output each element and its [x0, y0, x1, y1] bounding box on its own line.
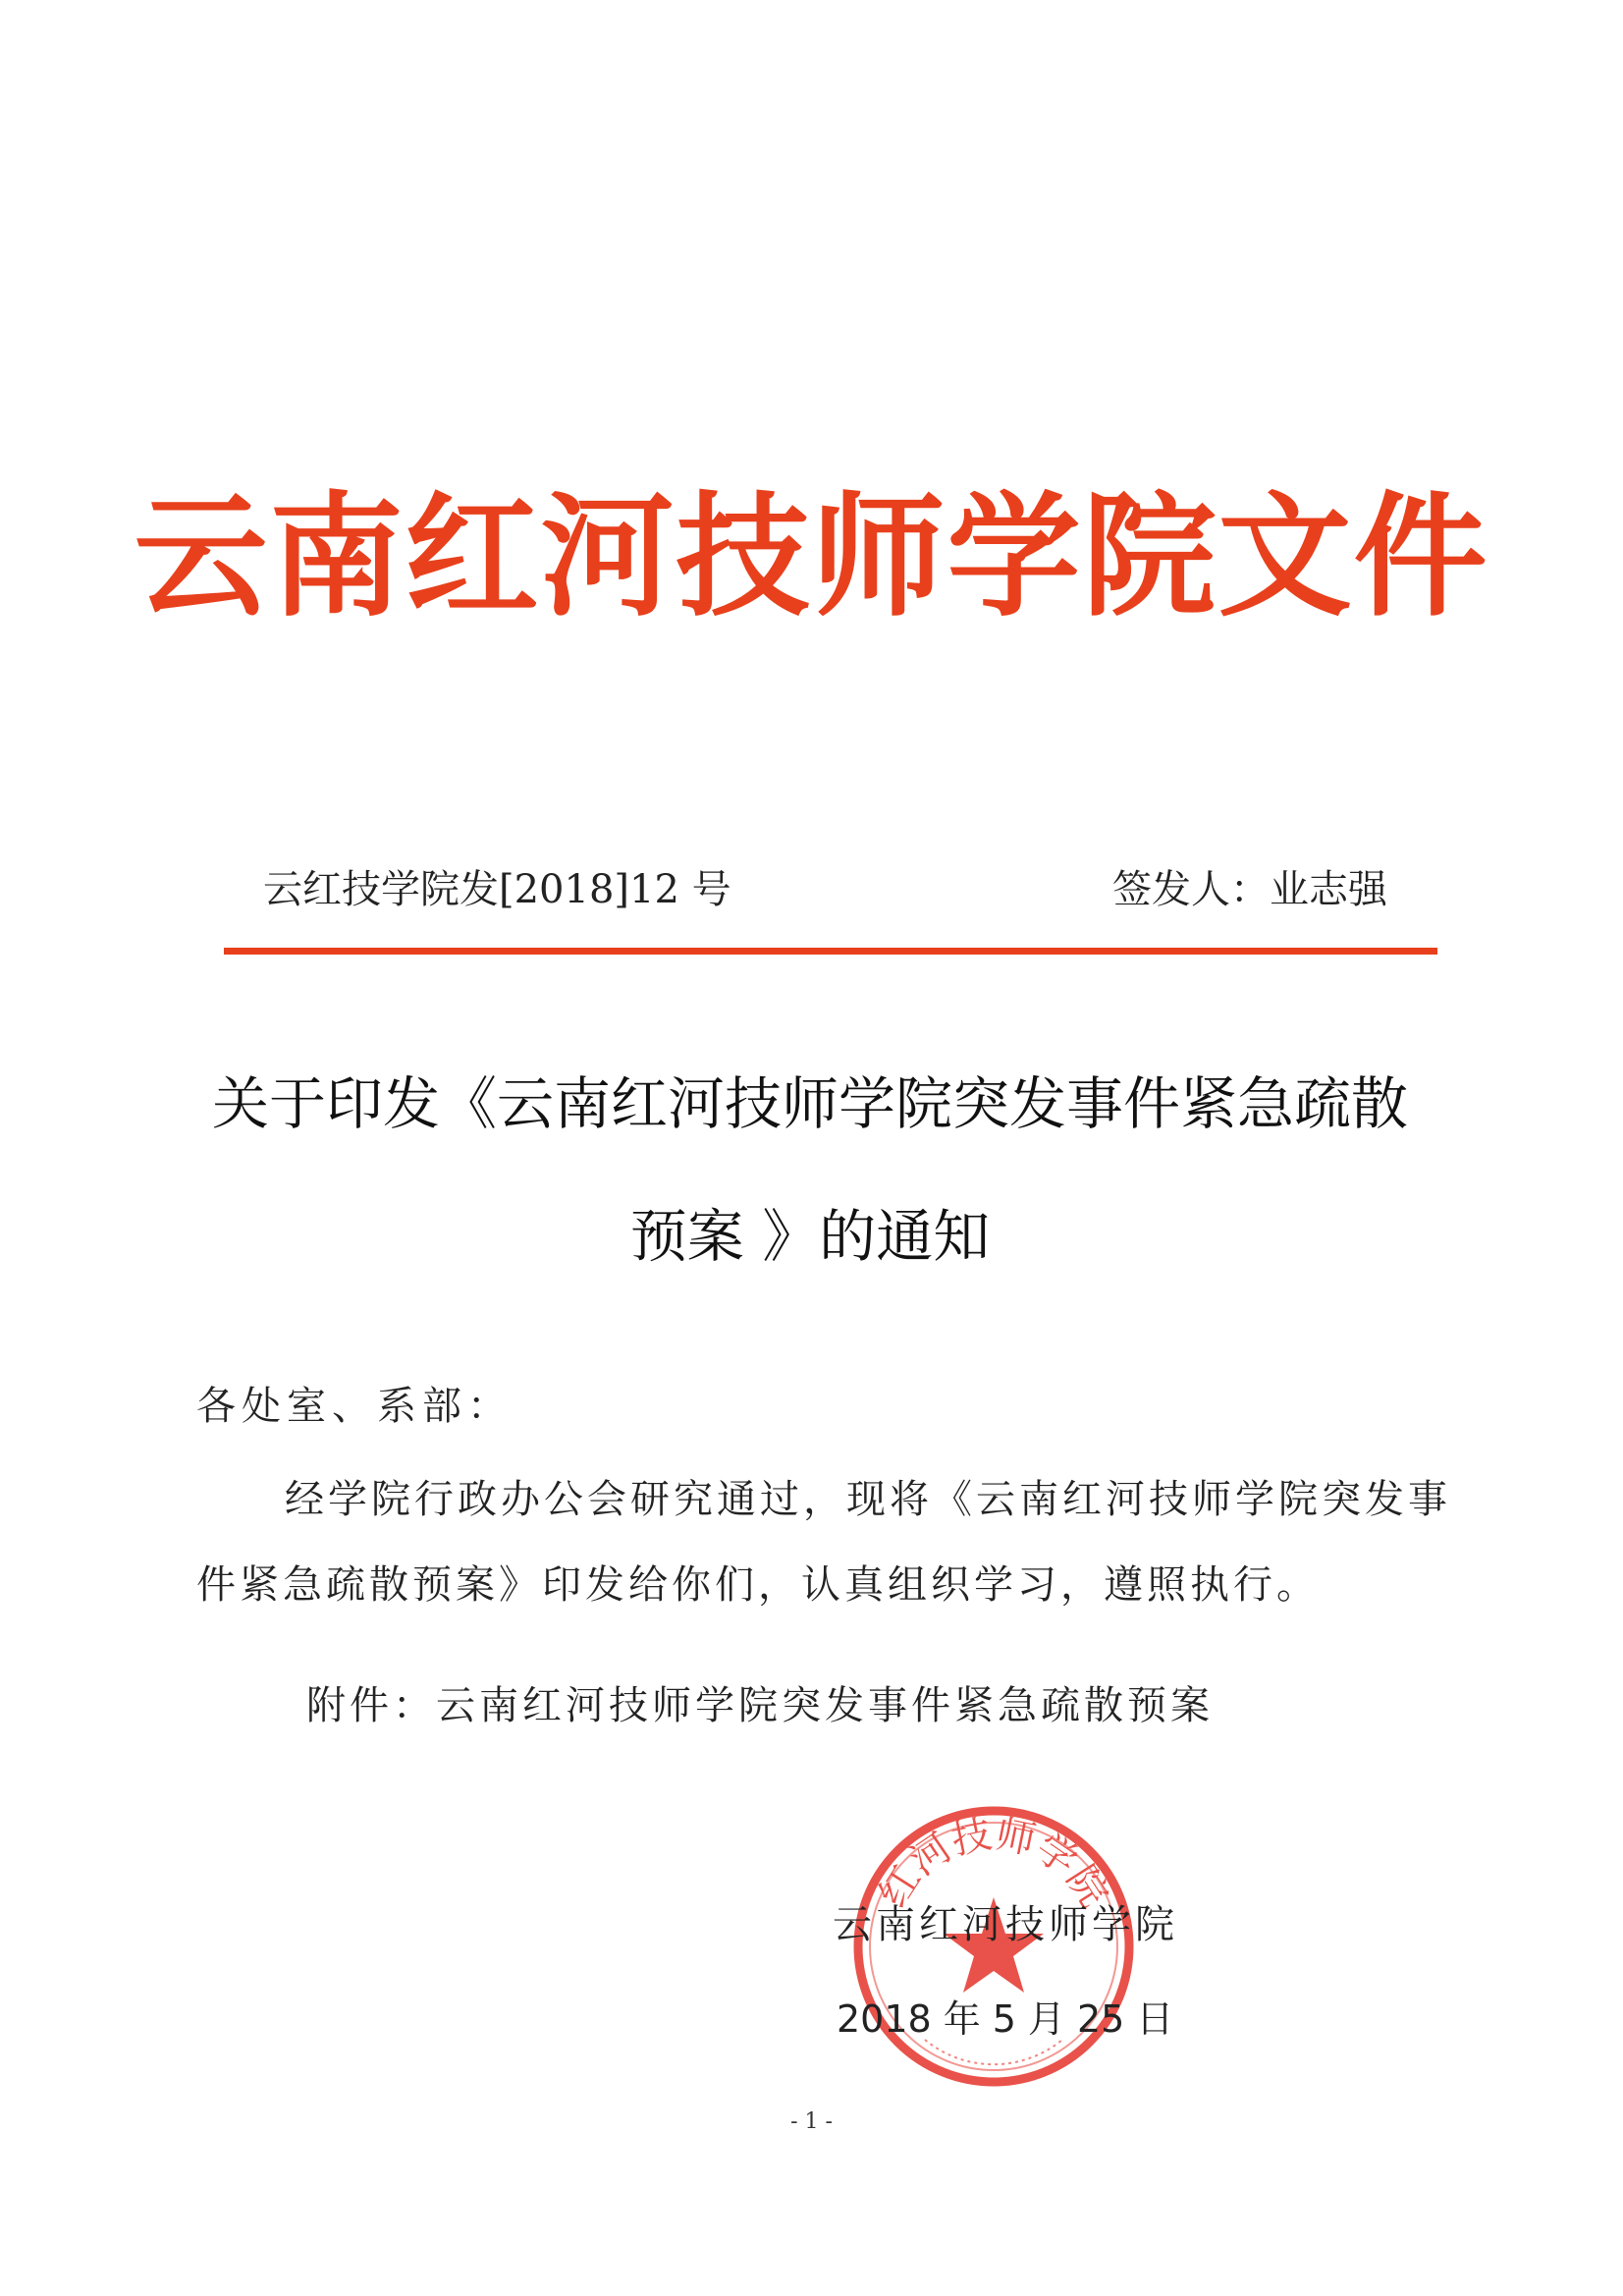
red-divider-line	[224, 948, 1437, 955]
notice-title-line-1: 关于印发《云南红河技师学院突发事件紧急疏散	[211, 1070, 1408, 1137]
attachment-note: 附件：云南红河技师学院突发事件紧急疏散预案	[306, 1683, 1214, 1728]
date-day-unit: 日	[1136, 1997, 1174, 2041]
date-month: 5	[992, 1997, 1016, 2041]
salutation: 各处室、系部：	[196, 1384, 513, 1429]
date-year-unit: 年	[943, 1997, 981, 2041]
document-signer: 签发人：业志强	[1112, 867, 1387, 912]
body-paragraph-line-1: 经学院行政办公会研究通过，现将《云南红河技师学院突发事	[285, 1477, 1451, 1522]
document-meta-row	[224, 860, 1417, 919]
date-day: 25	[1076, 1997, 1125, 2041]
document-number: 云红技学院发[2018]12 号	[263, 867, 731, 912]
issuer-name: 云南红河技师学院	[833, 1902, 1178, 1947]
date-year: 2018	[837, 1997, 932, 2041]
notice-title-line-2: 预案 》的通知	[629, 1203, 991, 1270]
body-paragraph-line-2: 件紧急疏散预案》印发给你们，认真组织学习，遵照执行。	[196, 1562, 1320, 1608]
date-month-unit: 月	[1027, 1997, 1065, 2041]
issue-date	[837, 1989, 1185, 2043]
seal-text: 红河技师学院	[870, 1811, 1117, 1916]
document-header-title: 云南红河技师学院文件	[134, 480, 1489, 635]
page-number: - 1 -	[790, 2109, 833, 2134]
